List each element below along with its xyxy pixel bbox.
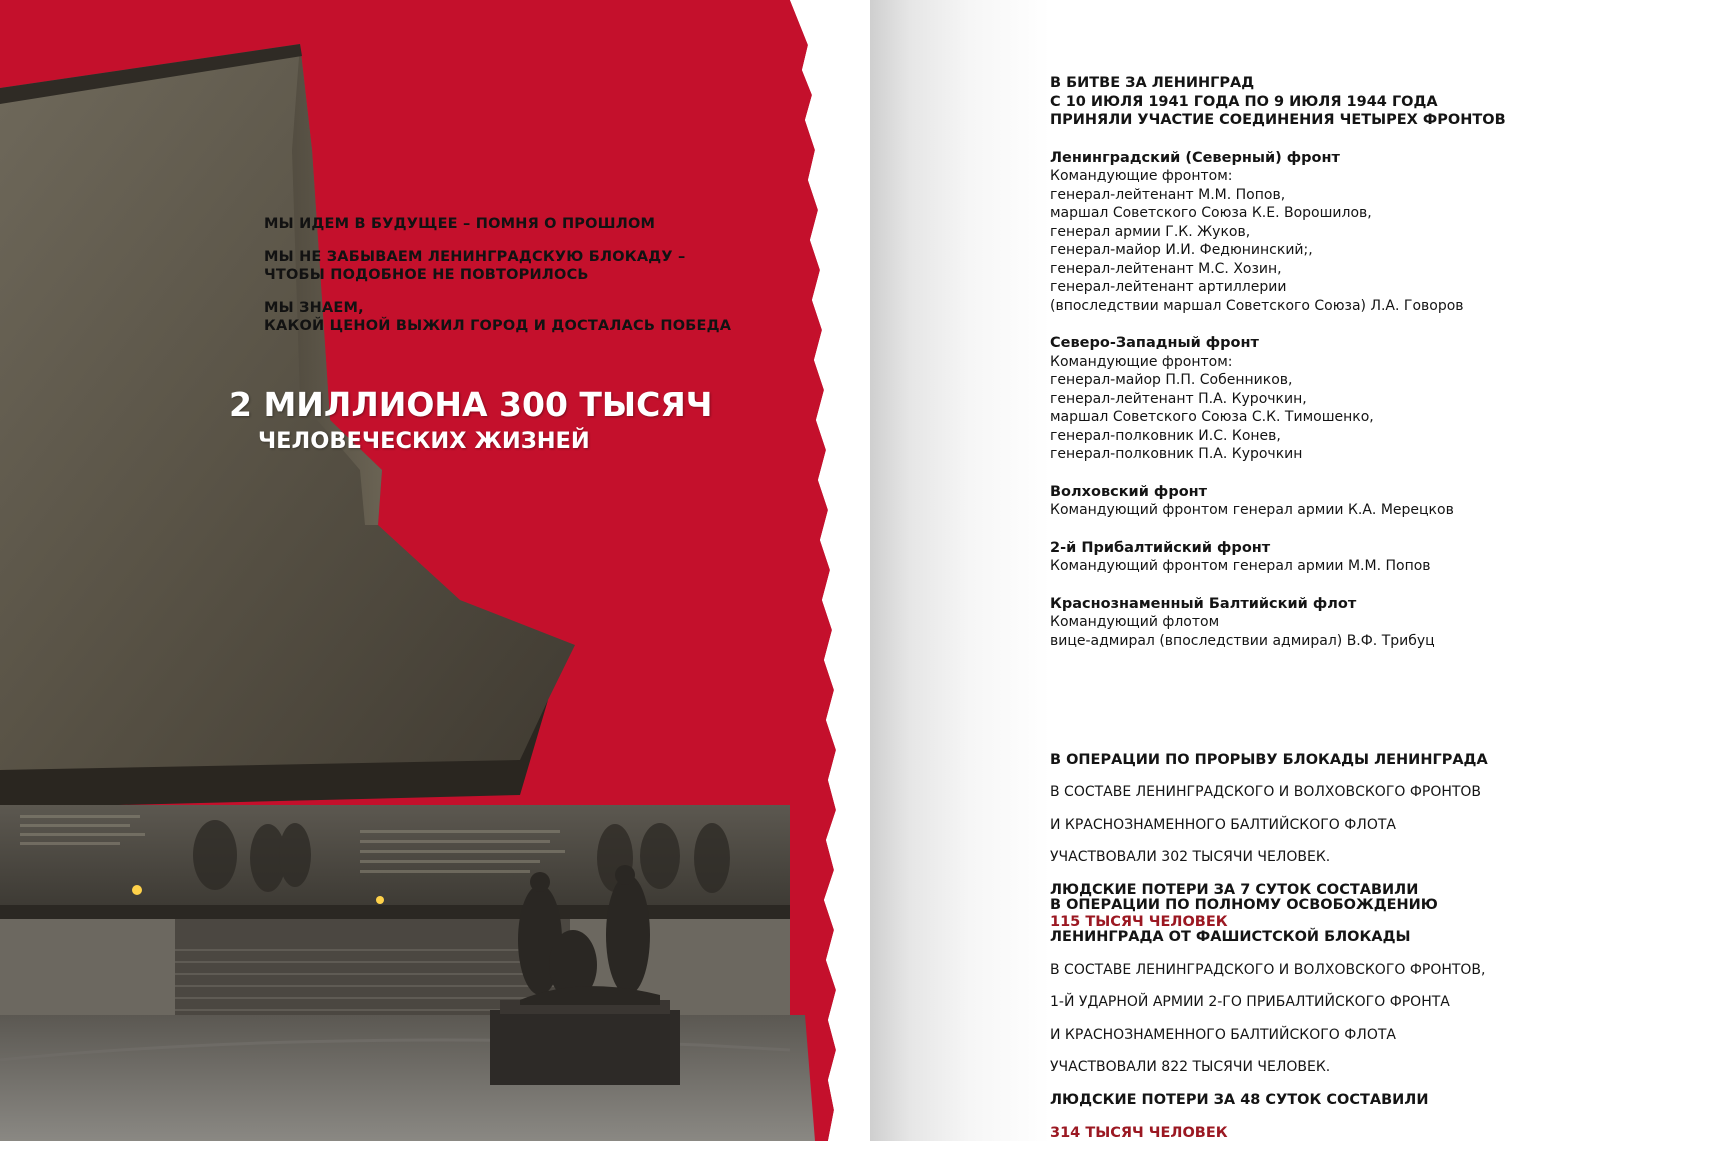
intro-line: В БИТВЕ ЗА ЛЕНИНГРАД: [1050, 75, 1255, 91]
front-line: Командующий фронтом генерал армии М.М. Попов: [1050, 558, 1431, 574]
right-page: [870, 0, 1732, 1141]
operation-line: В СОСТАВЕ ЛЕНИНГРАДСКОГО И ВОЛХОВСКОГО ФРОНТОВ: [1050, 784, 1482, 801]
front-northwest: [1050, 334, 1690, 464]
front-line: вице-адмирал (впоследствии адмирал) В.Ф. Трибуц: [1050, 632, 1435, 649]
operation-title: В ОПЕРАЦИИ ПО ПРОРЫВУ БЛОКАДЫ ЛЕНИНГРАДА: [1050, 751, 1488, 768]
front-name: Краснознаменный Балтийский флот: [1050, 595, 1357, 612]
slogan-line: КАКОЙ ЦЕНОЙ ВЫЖИЛ ГОРОД И ДОСТАЛАСЬ ПОБЕДА: [264, 318, 732, 334]
operation-liberation: [1050, 881, 1690, 1156]
intro-line: ПРИНЯЛИ УЧАСТИЕ СОЕДИНЕНИЯ ЧЕТЫРЕХ ФРОНТОВ: [1050, 112, 1506, 128]
operation-title: ЛЕНИНГРАДА ОТ ФАШИСТСКОЙ БЛОКАДЫ: [1050, 929, 1411, 946]
intro-heading: [1050, 74, 1690, 130]
sculpture-pedestal: [490, 1010, 680, 1085]
front-name: 2-й Прибалтийский фронт: [1050, 539, 1271, 556]
front-line: генерал армии Г.К. Жуков,: [1050, 223, 1251, 240]
front-name: Ленинградский (Северный) фронт: [1050, 149, 1340, 166]
headline-subtitle: ЧЕЛОВЕЧЕСКИХ ЖИЗНЕЙ: [258, 428, 590, 454]
operation-losses: ЛЮДСКИЕ ПОТЕРИ ЗА 7 СУТОК СОСТАВИЛИ: [1050, 881, 1419, 898]
front-baltic-fleet: [1050, 595, 1690, 651]
operation-losses-value: 115 ТЫСЯЧ ЧЕЛОВЕК: [1050, 914, 1228, 931]
front-line: генерал-лейтенант П.А. Курочкин,: [1050, 390, 1307, 407]
front-line: Командующие фронтом:: [1050, 168, 1233, 184]
front-volkhov: [1050, 483, 1690, 520]
operation-line: УЧАСТВОВАЛИ 302 ТЫСЯЧИ ЧЕЛОВЕК.: [1050, 848, 1331, 865]
operation-line: В СОСТАВЕ ЛЕНИНГРАДСКОГО И ВОЛХОВСКОГО ФРОНТОВ,: [1050, 962, 1486, 979]
slogan-line: ЧТОБЫ ПОДОБНОЕ НЕ ПОВТОРИЛОСЬ: [264, 267, 589, 283]
left-page: [0, 0, 870, 1141]
front-line: генерал-лейтенант артиллерии: [1050, 279, 1287, 295]
front-name: Северо-Западный фронт: [1050, 335, 1259, 351]
front-line: (впоследствии маршал Советского Союза) Л.А. Говоров: [1050, 297, 1464, 314]
operation-line: И КРАСНОЗНАМЕННОГО БАЛТИЙСКОГО ФЛОТА: [1050, 1026, 1396, 1043]
front-line: маршал Советского Союза К.Е. Ворошилов,: [1050, 205, 1372, 221]
operation-line: И КРАСНОЗНАМЕННОГО БАЛТИЙСКОГО ФЛОТА: [1050, 816, 1396, 833]
front-line: генерал-полковник И.С. Конев,: [1050, 427, 1281, 444]
slogan-line: МЫ ИДЕМ В БУДУЩЕЕ – ПОМНЯ О ПРОШЛОМ: [264, 216, 656, 232]
operation-losses: ЛЮДСКИЕ ПОТЕРИ ЗА 48 СУТОК СОСТАВИЛИ: [1050, 1091, 1429, 1108]
front-leningrad: [1050, 149, 1690, 316]
front-line: генерал-лейтенант М.М. Попов,: [1050, 186, 1286, 203]
slogan-3: [264, 299, 784, 335]
operation-line: УЧАСТВОВАЛИ 822 ТЫСЯЧИ ЧЕЛОВЕК.: [1050, 1058, 1331, 1075]
front-line: Командующий флотом: [1050, 614, 1220, 630]
slogan-1: [264, 215, 784, 233]
front-line: Командующий фронтом генерал армии К.А. Мерецков: [1050, 502, 1454, 518]
front-baltic-2: [1050, 539, 1690, 576]
intro-line: С 10 ИЮЛЯ 1941 ГОДА ПО 9 ИЮЛЯ 1944 ГОДА: [1050, 93, 1438, 110]
front-line: Командующие фронтом:: [1050, 353, 1233, 370]
front-line: генерал-полковник П.А. Курочкин: [1050, 446, 1303, 462]
front-line: маршал Советского Союза С.К. Тимошенко,: [1050, 409, 1374, 425]
fronts-column: [1050, 74, 1690, 650]
slogan-2: [264, 248, 784, 284]
slogan-line: МЫ ЗНАЕМ,: [264, 300, 364, 316]
monument-collage: [0, 0, 870, 1141]
front-line: генерал-лейтенант М.С. Хозин,: [1050, 260, 1282, 277]
plaza-floor: [0, 1015, 815, 1141]
front-name: Волховский фронт: [1050, 483, 1208, 500]
slogan-block: [264, 215, 784, 350]
front-line: генерал-майор И.И. Федюнинский;,: [1050, 242, 1313, 258]
operation-line: 1-Й УДАРНОЙ АРМИИ 2-ГО ПРИБАЛТИЙСКОГО ФРОНТА: [1050, 994, 1450, 1011]
operation-losses-value: 314 ТЫСЯЧ ЧЕЛОВЕК: [1050, 1124, 1228, 1141]
front-line: генерал-майор П.П. Собенников,: [1050, 372, 1293, 388]
eternal-flame-left: [132, 885, 142, 895]
headline-number: 2 МИЛЛИОНА 300 ТЫСЯЧ: [229, 385, 713, 424]
eternal-flame-center: [376, 896, 384, 904]
slogan-line: МЫ НЕ ЗАБЫВАЕМ ЛЕНИНГРАДСКУЮ БЛОКАДУ –: [264, 249, 686, 265]
operation-title: В ОПЕРАЦИИ ПО ПОЛНОМУ ОСВОБОЖДЕНИЮ: [1050, 896, 1438, 913]
